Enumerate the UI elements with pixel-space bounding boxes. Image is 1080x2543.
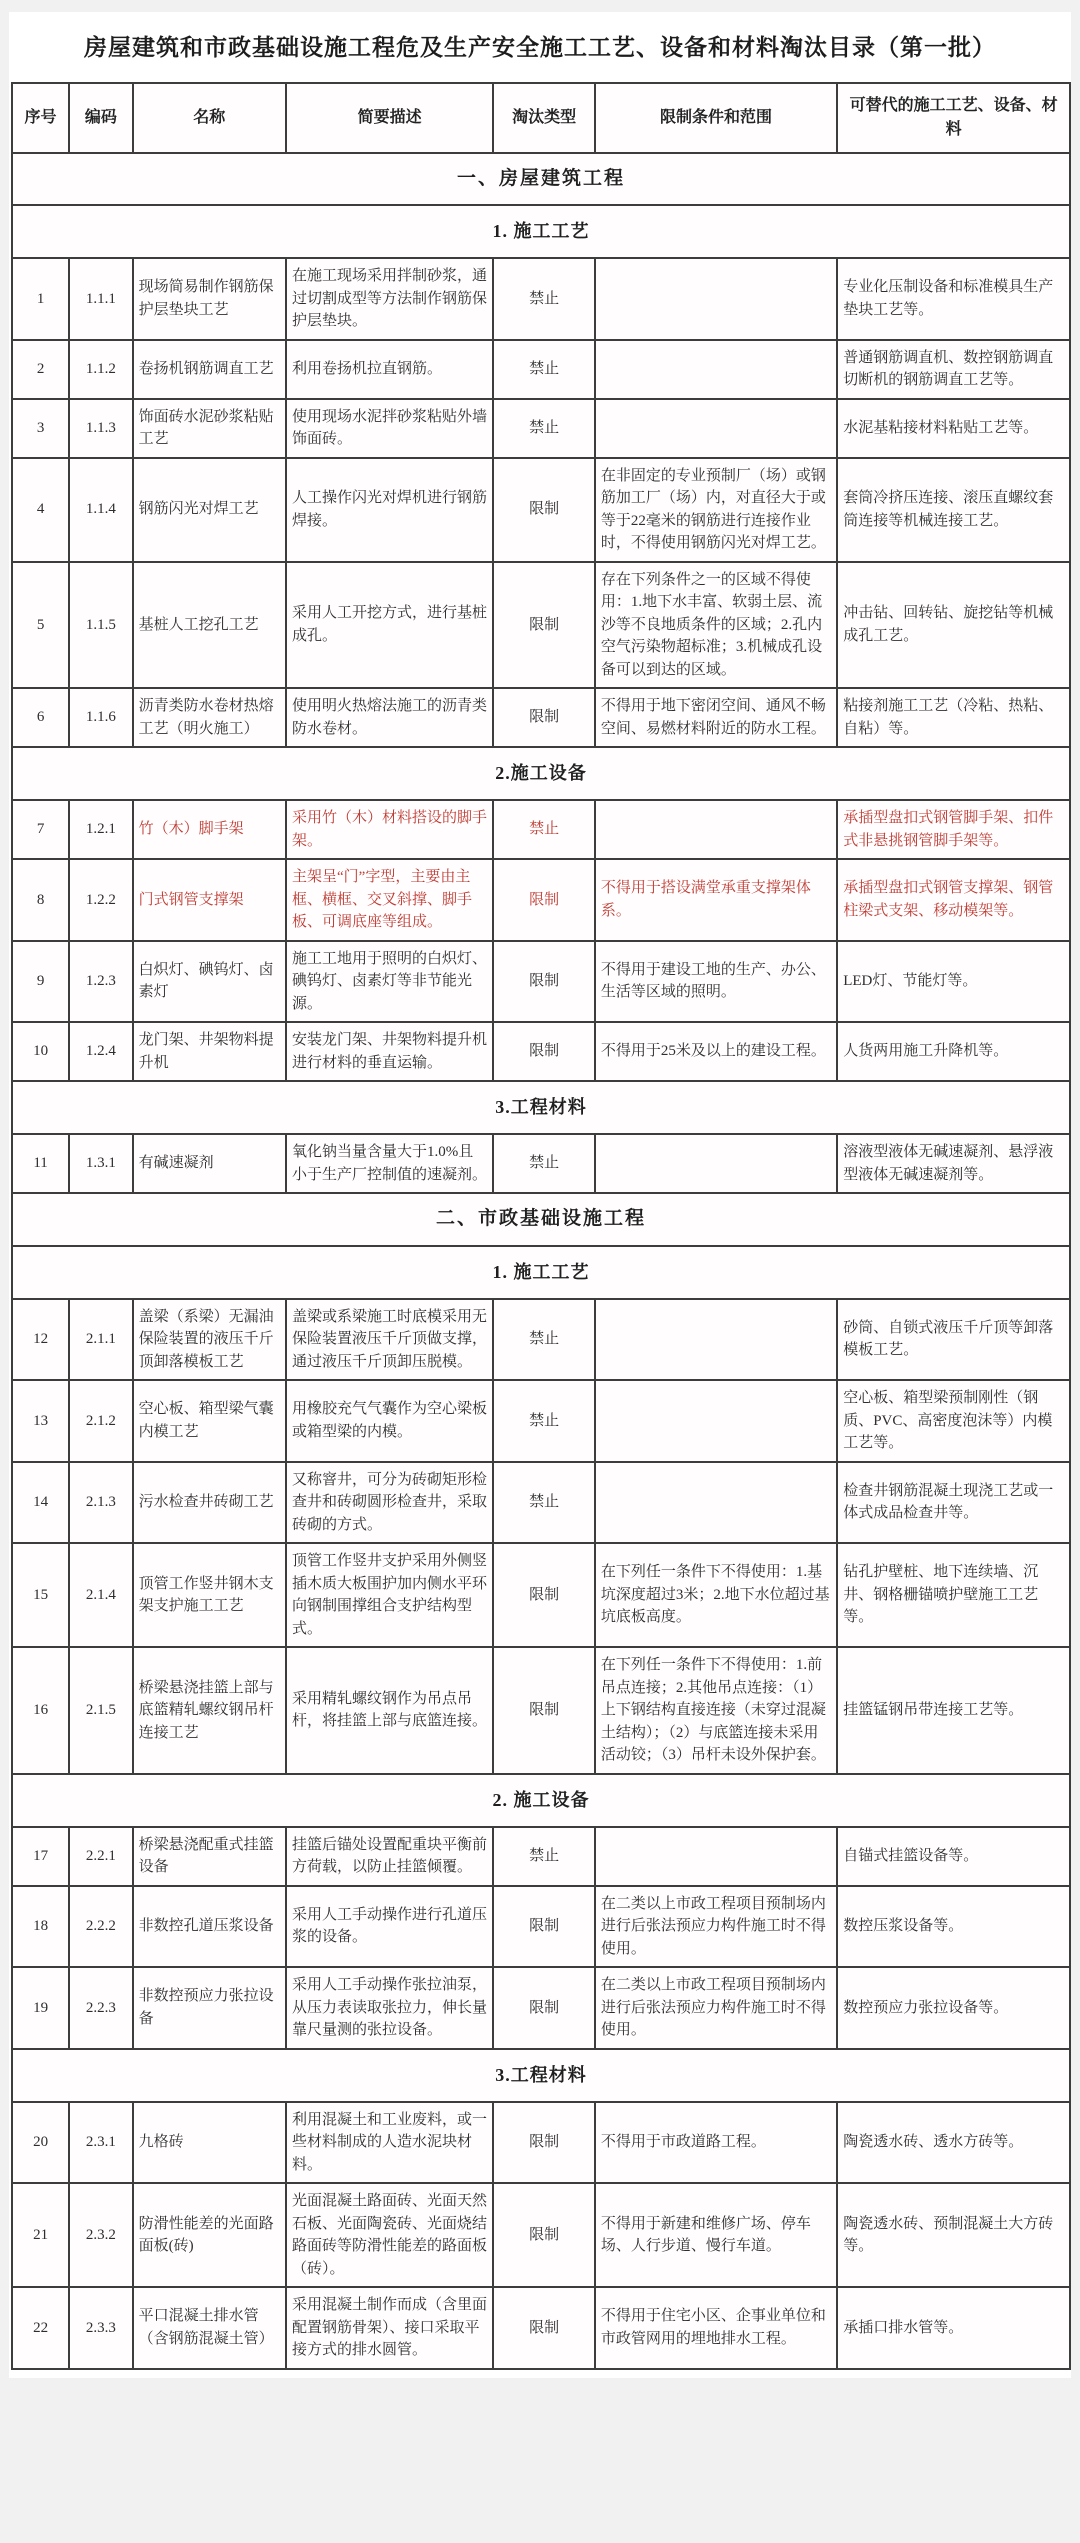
section-row — [12, 153, 1070, 206]
cell-description: 安装龙门架、井架物料提升机进行材料的垂直运输。 — [286, 1022, 493, 1081]
cell-code: 1.2.3 — [69, 941, 132, 1023]
cell-alternative: 陶瓷透水砖、透水方砖等。 — [837, 2102, 1070, 2184]
table-row — [12, 1134, 1070, 1193]
cell-elimination-type: 限制 — [493, 941, 595, 1023]
subsection-row — [12, 2049, 1070, 2102]
cell-description: 使用明火热熔法施工的沥青类防水卷材。 — [286, 688, 493, 747]
col-header-alternative: 可替代的施工工艺、设备、材料 — [837, 83, 1070, 153]
cell-code: 2.2.1 — [69, 1827, 132, 1886]
cell-restriction: 在非固定的专业预制厂（场）或钢筋加工厂（场）内，对直径大于或等于22毫米的钢筋进行连接作业时，不得使用钢筋闪光对焊工艺。 — [595, 458, 837, 562]
cell-restriction — [595, 340, 837, 399]
cell-index: 8 — [12, 859, 69, 941]
cell-elimination-type: 禁止 — [493, 1827, 595, 1886]
col-header-index: 序号 — [12, 83, 69, 153]
cell-elimination-type: 限制 — [493, 458, 595, 562]
cell-elimination-type: 禁止 — [493, 1134, 595, 1193]
col-header-restriction: 限制条件和范围 — [595, 83, 837, 153]
cell-index: 22 — [12, 2287, 69, 2369]
cell-name: 平口混凝土排水管（含钢筋混凝土管） — [133, 2287, 286, 2369]
table-row — [12, 562, 1070, 689]
cell-restriction: 在二类以上市政工程项目预制场内进行后张法预应力构件施工时不得使用。 — [595, 1886, 837, 1968]
cell-description: 又称窨井，可分为砖砌矩形检查井和砖砌圆形检查井，采取砖砌的方式。 — [286, 1462, 493, 1544]
table-row — [12, 1299, 1070, 1381]
cell-restriction: 不得用于地下密闭空间、通风不畅空间、易燃材料附近的防水工程。 — [595, 688, 837, 747]
cell-alternative: LED灯、节能灯等。 — [837, 941, 1070, 1023]
table-row — [12, 1022, 1070, 1081]
cell-restriction — [595, 1299, 837, 1381]
cell-elimination-type: 限制 — [493, 1647, 595, 1774]
cell-restriction — [595, 800, 837, 859]
document-sheet — [9, 12, 1071, 2378]
cell-alternative: 套筒冷挤压连接、滚压直螺纹套筒连接等机械连接工艺。 — [837, 458, 1070, 562]
cell-code: 2.2.2 — [69, 1886, 132, 1968]
cell-name: 防滑性能差的光面路面板(砖) — [133, 2183, 286, 2287]
cell-index: 16 — [12, 1647, 69, 1774]
cell-index: 13 — [12, 1380, 69, 1462]
cell-elimination-type: 禁止 — [493, 399, 595, 458]
table-row — [12, 800, 1070, 859]
table-row — [12, 1886, 1070, 1968]
section-row — [12, 1193, 1070, 1246]
cell-elimination-type: 限制 — [493, 1022, 595, 1081]
cell-elimination-type: 限制 — [493, 859, 595, 941]
cell-restriction: 不得用于25米及以上的建设工程。 — [595, 1022, 837, 1081]
cell-alternative: 承插型盘扣式钢管脚手架、扣件式非悬挑钢管脚手架等。 — [837, 800, 1070, 859]
cell-description: 利用混凝土和工业废料，或一些材料制成的人造水泥块材料。 — [286, 2102, 493, 2184]
cell-code: 1.2.1 — [69, 800, 132, 859]
cell-name: 卷扬机钢筋调直工艺 — [133, 340, 286, 399]
subsection-label: 1. 施工工艺 — [12, 1246, 1070, 1299]
cell-alternative: 专业化压制设备和标准模具生产垫块工艺等。 — [837, 258, 1070, 340]
cell-description: 盖梁或系梁施工时底模采用无保险装置液压千斤顶做支撑，通过液压千斤顶卸压脱模。 — [286, 1299, 493, 1381]
cell-description: 用橡胶充气气囊作为空心梁板或箱型梁的内模。 — [286, 1380, 493, 1462]
cell-code: 1.1.5 — [69, 562, 132, 689]
cell-restriction: 不得用于市政道路工程。 — [595, 2102, 837, 2184]
cell-index: 5 — [12, 562, 69, 689]
table-row — [12, 399, 1070, 458]
cell-elimination-type: 禁止 — [493, 258, 595, 340]
col-header-name: 名称 — [133, 83, 286, 153]
cell-restriction: 在二类以上市政工程项目预制场内进行后张法预应力构件施工时不得使用。 — [595, 1967, 837, 2049]
cell-alternative: 自锚式挂篮设备等。 — [837, 1827, 1070, 1886]
cell-description: 挂篮后锚处设置配重块平衡前方荷载，以防止挂篮倾覆。 — [286, 1827, 493, 1886]
table-row — [12, 258, 1070, 340]
cell-code: 1.1.2 — [69, 340, 132, 399]
cell-restriction: 不得用于建设工地的生产、办公、生活等区域的照明。 — [595, 941, 837, 1023]
cell-alternative: 检查井钢筋混凝土现浇工艺或一体式成品检查井等。 — [837, 1462, 1070, 1544]
cell-index: 7 — [12, 800, 69, 859]
col-header-code: 编码 — [69, 83, 132, 153]
subsection-label: 3.工程材料 — [12, 2049, 1070, 2102]
cell-code: 2.3.3 — [69, 2287, 132, 2369]
subsection-label: 2. 施工设备 — [12, 1774, 1070, 1827]
cell-alternative: 数控预应力张拉设备等。 — [837, 1967, 1070, 2049]
cell-name: 龙门架、井架物料提升机 — [133, 1022, 286, 1081]
cell-description: 在施工现场采用拌制砂浆，通过切割成型等方法制作钢筋保护层垫块。 — [286, 258, 493, 340]
cell-code: 2.1.3 — [69, 1462, 132, 1544]
subsection-row — [12, 1081, 1070, 1134]
section-label: 一、房屋建筑工程 — [12, 153, 1070, 206]
table-row — [12, 340, 1070, 399]
cell-name: 顶管工作竖井钢木支架支护施工工艺 — [133, 1543, 286, 1647]
cell-code: 2.3.1 — [69, 2102, 132, 2184]
cell-name: 非数控孔道压浆设备 — [133, 1886, 286, 1968]
cell-description: 采用人工手动操作进行孔道压浆的设备。 — [286, 1886, 493, 1968]
cell-description: 使用现场水泥拌砂浆粘贴外墙饰面砖。 — [286, 399, 493, 458]
cell-alternative: 数控压浆设备等。 — [837, 1886, 1070, 1968]
table-row — [12, 1967, 1070, 2049]
subsection-label: 1. 施工工艺 — [12, 205, 1070, 258]
cell-elimination-type: 限制 — [493, 562, 595, 689]
cell-index: 21 — [12, 2183, 69, 2287]
cell-restriction: 在下列任一条件下不得使用：1.前吊点连接；2.其他吊点连接：（1）上下钢结构直接连接（未穿过混凝土结构）；（2）与底篮连接未采用活动铰；（3）吊杆未设外保护套。 — [595, 1647, 837, 1774]
cell-elimination-type: 禁止 — [493, 340, 595, 399]
cell-code: 2.1.5 — [69, 1647, 132, 1774]
cell-code: 2.3.2 — [69, 2183, 132, 2287]
cell-code: 1.1.3 — [69, 399, 132, 458]
cell-restriction: 存在下列条件之一的区域不得使用：1.地下水丰富、软弱土层、流沙等不良地质条件的区域；2.孔内空气污染物超标准；3.机械成孔设备可以到达的区域。 — [595, 562, 837, 689]
table-row — [12, 2102, 1070, 2184]
table-row — [12, 1380, 1070, 1462]
cell-restriction — [595, 399, 837, 458]
cell-index: 12 — [12, 1299, 69, 1381]
cell-name: 现场简易制作钢筋保护层垫块工艺 — [133, 258, 286, 340]
cell-index: 15 — [12, 1543, 69, 1647]
cell-code: 2.1.4 — [69, 1543, 132, 1647]
document-title: 房屋建筑和市政基础设施工程危及生产安全施工工艺、设备和材料淘汰目录（第一批） — [84, 35, 996, 60]
cell-index: 6 — [12, 688, 69, 747]
cell-restriction — [595, 1134, 837, 1193]
cell-elimination-type: 限制 — [493, 1967, 595, 2049]
cell-name: 空心板、箱型梁气囊内模工艺 — [133, 1380, 286, 1462]
cell-code: 1.2.4 — [69, 1022, 132, 1081]
elimination-catalog-table — [11, 82, 1071, 2370]
table-row — [12, 2183, 1070, 2287]
cell-restriction — [595, 258, 837, 340]
cell-index: 14 — [12, 1462, 69, 1544]
cell-alternative: 普通钢筋调直机、数控钢筋调直切断机的钢筋调直工艺等。 — [837, 340, 1070, 399]
cell-code: 1.1.6 — [69, 688, 132, 747]
cell-name: 基桩人工挖孔工艺 — [133, 562, 286, 689]
cell-name: 钢筋闪光对焊工艺 — [133, 458, 286, 562]
cell-code: 2.1.2 — [69, 1380, 132, 1462]
cell-name: 污水检查井砖砌工艺 — [133, 1462, 286, 1544]
cell-name: 白炽灯、碘钨灯、卤素灯 — [133, 941, 286, 1023]
cell-name: 有碱速凝剂 — [133, 1134, 286, 1193]
cell-index: 1 — [12, 258, 69, 340]
cell-code: 1.1.4 — [69, 458, 132, 562]
cell-name: 饰面砖水泥砂浆粘贴工艺 — [133, 399, 286, 458]
cell-description: 氧化钠当量含量大于1.0%且小于生产厂控制值的速凝剂。 — [286, 1134, 493, 1193]
cell-alternative: 钻孔护壁桩、地下连续墙、沉井、钢格栅锚喷护壁施工工艺等。 — [837, 1543, 1070, 1647]
cell-alternative: 水泥基粘接材料粘贴工艺等。 — [837, 399, 1070, 458]
cell-name: 门式钢管支撑架 — [133, 859, 286, 941]
cell-elimination-type: 禁止 — [493, 1299, 595, 1381]
cell-index: 4 — [12, 458, 69, 562]
cell-alternative: 冲击钻、回转钻、旋挖钻等机械成孔工艺。 — [837, 562, 1070, 689]
cell-description: 采用混凝土制作而成（含里面配置钢筋骨架）、接口采取平接方式的排水圆管。 — [286, 2287, 493, 2369]
cell-name: 竹（木）脚手架 — [133, 800, 286, 859]
subsection-label: 3.工程材料 — [12, 1081, 1070, 1134]
subsection-row — [12, 1246, 1070, 1299]
table-row — [12, 1543, 1070, 1647]
cell-name: 非数控预应力张拉设备 — [133, 1967, 286, 2049]
table-row — [12, 458, 1070, 562]
cell-description: 利用卷扬机拉直钢筋。 — [286, 340, 493, 399]
section-label: 二、市政基础设施工程 — [12, 1193, 1070, 1246]
table-row — [12, 2287, 1070, 2369]
cell-name: 沥青类防水卷材热熔工艺（明火施工） — [133, 688, 286, 747]
cell-description: 施工工地用于照明的白炽灯、碘钨灯、卤素灯等非节能光源。 — [286, 941, 493, 1023]
cell-code: 2.1.1 — [69, 1299, 132, 1381]
cell-restriction — [595, 1462, 837, 1544]
cell-alternative: 空心板、箱型梁预制刚性（钢质、PVC、高密度泡沫等）内模工艺等。 — [837, 1380, 1070, 1462]
cell-elimination-type: 限制 — [493, 2102, 595, 2184]
cell-code: 1.3.1 — [69, 1134, 132, 1193]
cell-elimination-type: 限制 — [493, 2287, 595, 2369]
cell-elimination-type: 限制 — [493, 1543, 595, 1647]
subsection-row — [12, 747, 1070, 800]
table-row — [12, 1647, 1070, 1774]
cell-restriction — [595, 1380, 837, 1462]
cell-index: 17 — [12, 1827, 69, 1886]
col-header-description: 简要描述 — [286, 83, 493, 153]
cell-index: 2 — [12, 340, 69, 399]
cell-code: 1.1.1 — [69, 258, 132, 340]
table-row — [12, 1827, 1070, 1886]
cell-alternative: 陶瓷透水砖、预制混凝土大方砖等。 — [837, 2183, 1070, 2287]
cell-description: 采用竹（木）材料搭设的脚手架。 — [286, 800, 493, 859]
cell-description: 采用精轧螺纹钢作为吊点吊杆，将挂篮上部与底篮连接。 — [286, 1647, 493, 1774]
cell-alternative: 溶液型液体无碱速凝剂、悬浮液型液体无碱速凝剂等。 — [837, 1134, 1070, 1193]
cell-restriction: 不得用于搭设满堂承重支撑架体系。 — [595, 859, 837, 941]
table-row — [12, 941, 1070, 1023]
cell-elimination-type: 限制 — [493, 688, 595, 747]
cell-restriction — [595, 1827, 837, 1886]
cell-alternative: 人货两用施工升降机等。 — [837, 1022, 1070, 1081]
cell-description: 光面混凝土路面砖、光面天然石板、光面陶瓷砖、光面烧结路面砖等防滑性能差的路面板（砖）。 — [286, 2183, 493, 2287]
cell-index: 3 — [12, 399, 69, 458]
subsection-row — [12, 1774, 1070, 1827]
cell-restriction: 不得用于住宅小区、企事业单位和市政管网用的埋地排水工程。 — [595, 2287, 837, 2369]
cell-code: 1.2.2 — [69, 859, 132, 941]
cell-name: 九格砖 — [133, 2102, 286, 2184]
subsection-label: 2.施工设备 — [12, 747, 1070, 800]
cell-description: 主架呈“门”字型，主要由主框、横框、交叉斜撑、脚手板、可调底座等组成。 — [286, 859, 493, 941]
cell-alternative: 承插口排水管等。 — [837, 2287, 1070, 2369]
cell-elimination-type: 禁止 — [493, 1462, 595, 1544]
cell-index: 11 — [12, 1134, 69, 1193]
table-row — [12, 1462, 1070, 1544]
cell-name: 盖梁（系梁）无漏油保险装置的液压千斤顶卸落模板工艺 — [133, 1299, 286, 1381]
header-row — [12, 83, 1070, 153]
cell-alternative: 挂篮锰钢吊带连接工艺等。 — [837, 1647, 1070, 1774]
cell-alternative: 承插型盘扣式钢管支撑架、钢管柱梁式支架、移动模架等。 — [837, 859, 1070, 941]
cell-restriction: 在下列任一条件下不得使用：1.基坑深度超过3米；2.地下水位超过基坑底板高度。 — [595, 1543, 837, 1647]
cell-elimination-type: 禁止 — [493, 1380, 595, 1462]
cell-code: 2.2.3 — [69, 1967, 132, 2049]
cell-description: 采用人工手动操作张拉油泵，从压力表读取张拉力，伸长量靠尺量测的张拉设备。 — [286, 1967, 493, 2049]
col-header-elimination-type: 淘汰类型 — [493, 83, 595, 153]
cell-elimination-type: 限制 — [493, 1886, 595, 1968]
cell-index: 10 — [12, 1022, 69, 1081]
cell-description: 顶管工作竖井支护采用外侧竖插木质大板围护加内侧水平环向钢制围撑组合支护结构型式。 — [286, 1543, 493, 1647]
cell-index: 20 — [12, 2102, 69, 2184]
cell-index: 19 — [12, 1967, 69, 2049]
cell-index: 18 — [12, 1886, 69, 1968]
table-body — [12, 153, 1070, 2369]
cell-name: 桥梁悬浇挂篮上部与底篮精轧螺纹钢吊杆连接工艺 — [133, 1647, 286, 1774]
cell-name: 桥梁悬浇配重式挂篮设备 — [133, 1827, 286, 1886]
cell-alternative: 砂筒、自锁式液压千斤顶等卸落模板工艺。 — [837, 1299, 1070, 1381]
subsection-row — [12, 205, 1070, 258]
cell-restriction: 不得用于新建和维修广场、停车场、人行步道、慢行车道。 — [595, 2183, 837, 2287]
cell-description: 采用人工开挖方式，进行基桩成孔。 — [286, 562, 493, 689]
cell-alternative: 粘接剂施工工艺（冷粘、热粘、自粘）等。 — [837, 688, 1070, 747]
cell-elimination-type: 禁止 — [493, 800, 595, 859]
cell-index: 9 — [12, 941, 69, 1023]
cell-description: 人工操作闪光对焊机进行钢筋焊接。 — [286, 458, 493, 562]
table-row — [12, 859, 1070, 941]
table-row — [12, 688, 1070, 747]
cell-elimination-type: 限制 — [493, 2183, 595, 2287]
